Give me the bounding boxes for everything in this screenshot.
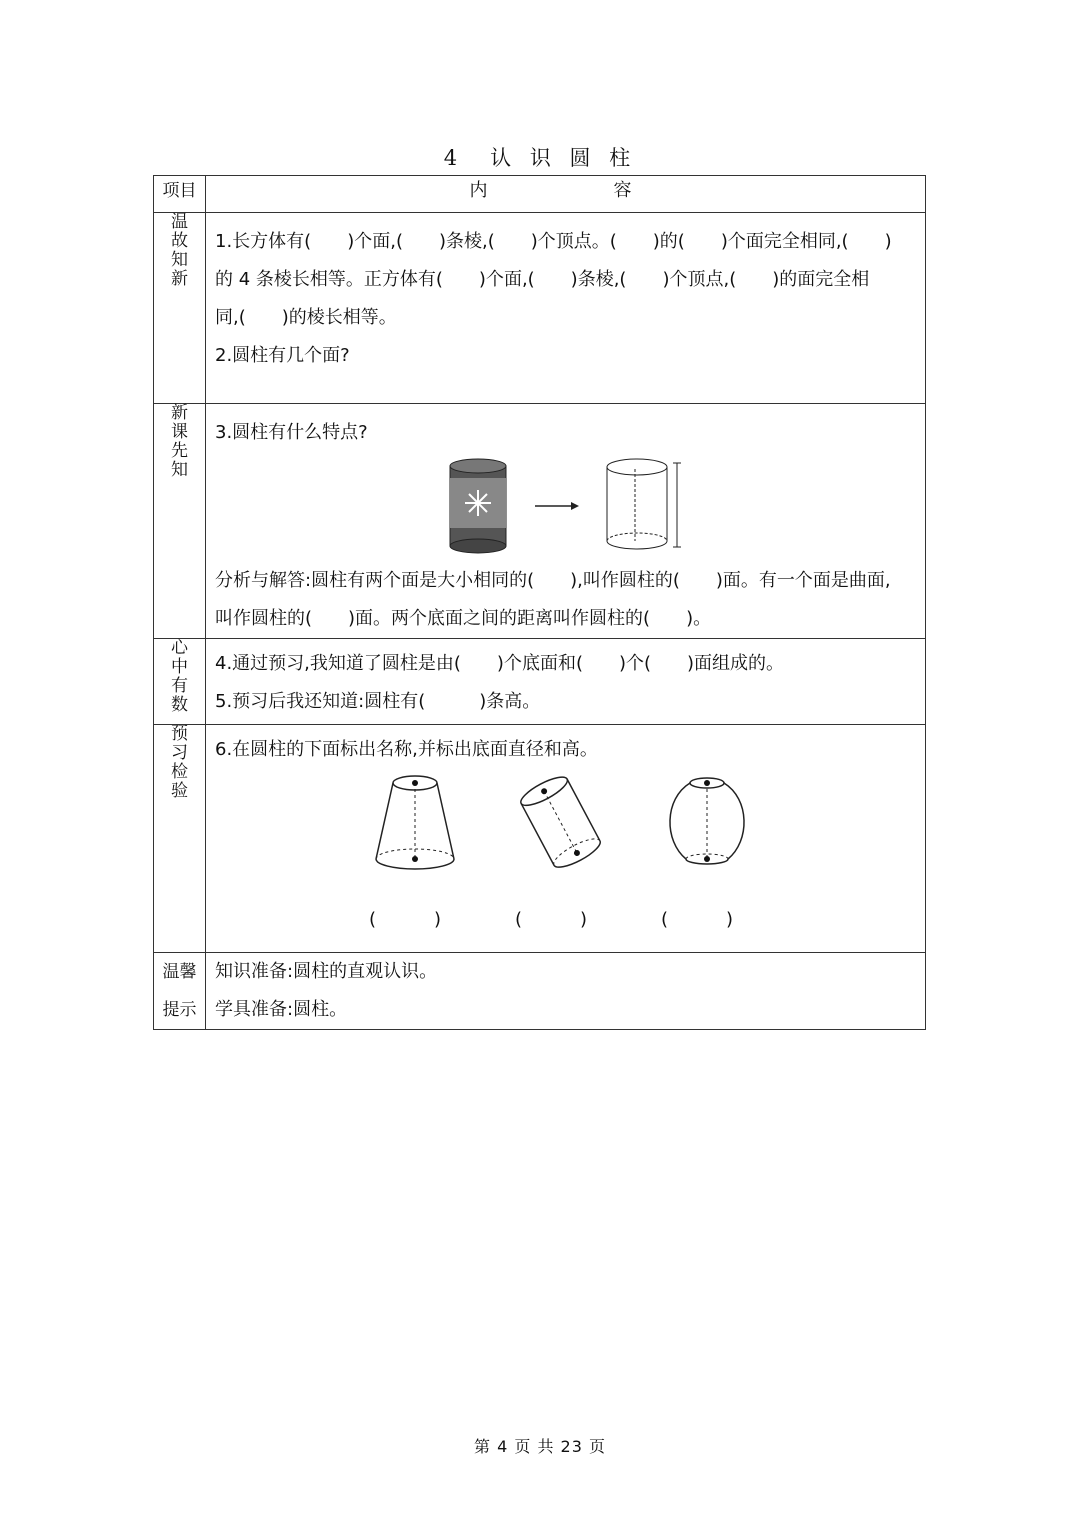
new-lesson-answer-1: 分析与解答:圆柱有两个面是大小相同的( ),叫作圆柱的( )面。有一个面是曲面, [215, 570, 891, 591]
review-line-1: 1.长方体有( )个面,( )条棱,( )个顶点。( )的( )个面完全相同,( ) [215, 231, 892, 252]
row-new-lesson [154, 404, 926, 639]
content-new-lesson [206, 404, 926, 639]
barrel-shape [662, 773, 752, 873]
page-footer: 第 4 页 共 23 页 [474, 1437, 606, 1456]
content-summary [206, 639, 926, 725]
lesson-table [153, 175, 926, 1030]
shape-list [215, 773, 917, 939]
label-new-lesson: 新课先知 [154, 404, 206, 639]
content-tips [206, 953, 926, 1030]
can-illustration [447, 456, 509, 556]
header-content: 内 容 [206, 176, 926, 213]
blank-2: ( ) [514, 909, 608, 930]
cylinder-diagram [605, 457, 685, 555]
arrow-icon [535, 500, 579, 512]
label-summary: 心中有数 [154, 639, 206, 725]
cylinder-figure [215, 456, 917, 556]
tips-line-2: 学具准备:圆柱。 [215, 999, 348, 1020]
blank-3: ( ) [660, 909, 754, 930]
summary-line-2: 5.预习后我还知道:圆柱有( )条高。 [215, 691, 541, 712]
label-review: 温故知新 [154, 213, 206, 404]
content-review [206, 213, 926, 404]
review-line-3: 同,( )的棱长相等。 [215, 307, 397, 328]
check-question: 6.在圆柱的下面标出名称,并标出底面直径和高。 [215, 739, 598, 760]
label-tips: 温馨 提示 [154, 953, 206, 1030]
new-lesson-question: 3.圆柱有什么特点? [215, 422, 368, 443]
summary-line-1: 4.通过预习,我知道了圆柱是由( )个底面和( )个( )面组成的。 [215, 653, 785, 674]
shape-1 [365, 773, 465, 939]
header-item: 项目 [154, 176, 206, 213]
shape-3 [657, 773, 757, 939]
frustum-shape [370, 773, 460, 873]
content-check [206, 725, 926, 953]
row-check [154, 725, 926, 953]
shape-2 [511, 773, 611, 939]
review-line-2: 的 4 条棱长相等。正方体有( )个面,( )条棱,( )个顶点,( )的面完全相 [215, 269, 870, 290]
row-tips [154, 953, 926, 1030]
review-line-4: 2.圆柱有几个面? [215, 345, 350, 366]
table-header-row [154, 176, 926, 213]
tilted-cylinder-shape [511, 773, 611, 873]
blank-1: ( ) [368, 909, 462, 930]
new-lesson-answer-2: 叫作圆柱的( )面。两个底面之间的距离叫作圆柱的( )。 [215, 608, 712, 629]
row-review [154, 213, 926, 404]
page-title: 4 认 识 圆 柱 [443, 146, 637, 170]
row-summary [154, 639, 926, 725]
label-check: 预习检验 [154, 725, 206, 953]
tips-line-1: 知识准备:圆柱的直观认识。 [215, 961, 438, 982]
